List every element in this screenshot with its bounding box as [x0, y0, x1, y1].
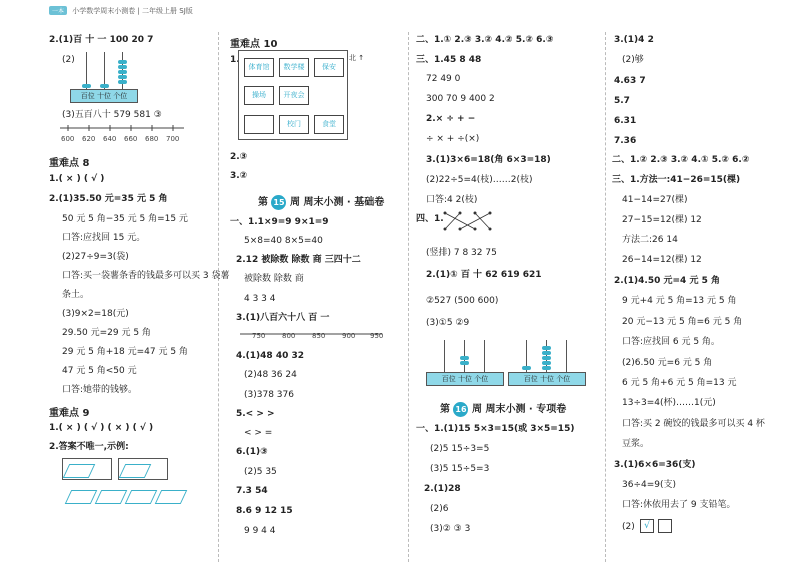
- answer-line: 7.36: [614, 136, 637, 146]
- answer-line: 300 70 9 400 2: [426, 94, 495, 104]
- week-number-badge: 16: [453, 402, 468, 417]
- answer-line: 口答:买一袋薯条香的钱最多可以买 3 袋薯: [62, 271, 230, 281]
- answer-line: (2)够: [622, 55, 644, 65]
- tick-label: 640: [103, 135, 117, 143]
- answer-line: 6 元 5 角+6 元 5 角=13 元: [622, 378, 737, 388]
- answer-line: 3.(1)4 2: [614, 35, 654, 45]
- abacus-bead: [542, 366, 551, 370]
- answer-line: 29.50 元=29 元 5 角: [62, 328, 151, 338]
- abacus-bead: [542, 351, 551, 355]
- answer-line: 口答:4 2(枝): [426, 195, 478, 205]
- section-heading: 重难点 9: [49, 408, 90, 419]
- answer-line: 口答:应找回 6 元 5 角。: [622, 337, 720, 347]
- tick-label: 660: [124, 135, 138, 143]
- week-prefix: 第: [258, 197, 268, 208]
- answer-line: 9 元+4 元 5 角=13 元 5 角: [622, 296, 737, 306]
- week-number-badge: 15: [271, 195, 286, 210]
- column-divider: [605, 32, 606, 562]
- answer-line: 6.(1)③: [236, 447, 268, 457]
- abacus-bead: [118, 60, 127, 64]
- abacus-bead: [460, 356, 469, 360]
- answer-line: 2.× ÷ + −: [426, 114, 476, 124]
- abacus-base: [508, 372, 586, 386]
- answer-line: 口答:应找回 15 元。: [62, 233, 146, 243]
- answer-line: 47 元 5 角<50 元: [62, 366, 137, 376]
- parallelogram-figure: [155, 490, 188, 504]
- answer-line: 41−14=27(棵): [622, 195, 688, 205]
- answer-line: 13÷3=4(杯)……1(元): [622, 398, 716, 408]
- parallelogram-figure: [95, 490, 128, 504]
- answer-line: 4.(1)48 40 32: [236, 351, 305, 361]
- abacus-figure: [70, 52, 140, 104]
- answer-line: 口答:她带的钱够。: [62, 385, 138, 395]
- answer-line: < > =: [244, 428, 273, 438]
- checkbox-empty: [658, 519, 672, 533]
- answer-line: 口答:买 2 碗饺的钱最多可以买 4 杯: [622, 419, 765, 429]
- week-title-text: 周 周末小测 · 基础卷: [289, 197, 385, 208]
- answer-line: 3.(1)3×6=18(角 6×3=18): [426, 155, 551, 165]
- map-cell: [244, 115, 274, 134]
- answer-line: 1.( × ) ( √ ) ( × ) ( √ ): [49, 423, 154, 433]
- answer-line: 三、1.方法一:41−26=15(棵): [612, 175, 741, 185]
- answer-line: 36÷4=9(支): [622, 480, 677, 490]
- abacus-rod: [444, 340, 445, 374]
- answer-line: ÷ × + ÷(×): [426, 134, 480, 144]
- answer-line: (3)9×2=18(元): [62, 309, 129, 319]
- answer-line: 2.(1)28: [424, 484, 461, 494]
- answer-line: (2)27÷9=3(袋): [62, 252, 129, 262]
- tick-label: 850: [312, 332, 326, 340]
- map-cell: 保安: [314, 58, 344, 77]
- parallelogram-figure: [65, 490, 98, 504]
- answer-line: 5.7: [614, 96, 630, 106]
- answer-line: 20 元−13 元 5 角=6 元 5 角: [622, 317, 743, 327]
- abacus-label: 个位: [474, 375, 489, 383]
- answer-line: 5.< > >: [236, 409, 275, 419]
- answer-line: 条土。: [62, 290, 90, 300]
- abacus-label: 十位: [97, 92, 111, 100]
- answer-line: (2)6: [430, 504, 449, 514]
- answer-line: 7.3 54: [236, 486, 268, 496]
- answer-line: 3.②: [230, 171, 248, 181]
- answer-line: 9 9 4 4: [244, 526, 276, 536]
- matching-diagram: [440, 210, 500, 232]
- answer-line: (2)5 15÷3=5: [430, 444, 490, 454]
- abacus-bead: [542, 346, 551, 350]
- tick-label: 680: [145, 135, 159, 143]
- abacus-figures: [426, 336, 596, 384]
- north-label: 北: [349, 54, 356, 62]
- abacus-rod: [484, 340, 485, 374]
- abacus-bead: [522, 366, 531, 370]
- answer-line: 四、1.: [416, 214, 444, 224]
- abacus-bead: [542, 356, 551, 360]
- answer-line: (2)5 35: [244, 467, 277, 477]
- abacus-bead: [118, 65, 127, 69]
- answer-line: 5×8=40 8×5=40: [244, 236, 323, 246]
- answer-line: 1.: [230, 55, 240, 65]
- week-title-text: 周 周末小测 · 专项卷: [471, 404, 567, 415]
- answer-line: 被除数 除数 商: [244, 274, 304, 284]
- answer-line: (2)22÷5=4(枝)……2(枝): [426, 175, 533, 185]
- answer-line: 4.63 7: [614, 76, 646, 86]
- answer-line: 72 49 0: [426, 74, 461, 84]
- answer-line: 2.答案不唯一,示例:: [49, 442, 129, 452]
- brand-logo: 一本: [49, 6, 67, 15]
- abacus-label: 个位: [113, 92, 128, 100]
- abacus-rod: [566, 340, 567, 374]
- abacus-base: [70, 89, 138, 103]
- abacus-bead: [118, 70, 127, 74]
- answer-line: 50 元 5 角−35 元 5 角=15 元: [62, 214, 188, 224]
- tick-label: 700: [166, 135, 180, 143]
- abacus-bead: [118, 75, 127, 79]
- abacus-label: 百位: [441, 375, 456, 383]
- page-header: [49, 6, 193, 16]
- answer-line: 一、1.1×9=9 9×1=9: [230, 217, 329, 227]
- answer-line: 2.(1)百 十 一 100 20 7: [49, 35, 154, 45]
- north-arrow-icon: 北 ↑: [349, 54, 365, 62]
- section-heading: 重难点 8: [49, 158, 90, 169]
- abacus-label: 十位: [540, 375, 554, 383]
- answer-line: (竖排) 7 8 32 75: [426, 248, 497, 258]
- header-title: 小学数学周末小测卷 | 二年级上册 SJ版: [72, 7, 193, 15]
- answer-line: 2.12 被除数 除数 商 三四十二: [236, 255, 361, 265]
- section-heading: 重难点 10: [230, 39, 278, 50]
- answer-line: 豆浆。: [622, 439, 650, 449]
- answer-line: 三、1.45 8 48: [416, 55, 482, 65]
- map-cell: 校门: [279, 115, 309, 134]
- answer-line: (2): [622, 522, 635, 532]
- answer-line: 29 元 5 角+18 元=47 元 5 角: [62, 347, 188, 357]
- number-line: [58, 122, 188, 144]
- abacus-bead: [460, 361, 469, 365]
- answer-line: 8.6 9 12 15: [236, 506, 293, 516]
- answer-line: 2.(1)① 百 十 62 619 621: [426, 270, 542, 280]
- answer-line: 27−15=12(棵) 12: [622, 215, 702, 225]
- map-cell: 数学楼: [279, 58, 309, 77]
- abacus-label: 百位: [80, 92, 95, 100]
- map-cell: 操场: [244, 86, 274, 105]
- answer-line: (2)48 36 24: [244, 370, 297, 380]
- tick-label: 800: [282, 332, 296, 340]
- answer-line: (3)378 376: [244, 390, 294, 400]
- week-prefix: 第: [440, 404, 450, 415]
- map-cell: 体育馆: [244, 58, 274, 77]
- parallelogram-figure: [125, 490, 158, 504]
- abacus-bead: [118, 80, 127, 84]
- abacus-label: 十位: [458, 375, 472, 383]
- abacus-bead: [82, 84, 91, 88]
- abacus-base: [426, 372, 504, 386]
- number-line: [238, 326, 386, 344]
- answer-line: 6.31: [614, 116, 637, 126]
- answer-line: (3)5 15÷5=3: [430, 464, 490, 474]
- tick-label: 900: [342, 332, 356, 340]
- answer-line: 3.(1)6×6=36(支): [614, 460, 696, 470]
- map-cell: 食堂: [314, 115, 344, 134]
- tick-label: 600: [61, 135, 75, 143]
- map-cell: 开夜会: [279, 86, 309, 105]
- answer-line: 二、1.① 2.③ 3.② 4.② 5.② 6.③: [416, 35, 554, 45]
- week-15-title: [258, 193, 384, 210]
- column-divider: [218, 32, 219, 562]
- abacus-label: 个位: [556, 375, 571, 383]
- answer-line: 3.(1)八百六十八 百 一: [236, 313, 330, 323]
- week-16-title: [440, 400, 566, 417]
- answer-line: 2.(1)35.50 元=35 元 5 角: [49, 194, 168, 204]
- answer-line: 2.(1)4.50 元=4 元 5 角: [614, 276, 720, 286]
- tick-label: 750: [252, 332, 266, 340]
- answer-line: 2.③: [230, 152, 248, 162]
- answer-line: 4 3 3 4: [244, 294, 276, 304]
- answer-line: (3)② ③ 3: [430, 524, 471, 534]
- answer-line: 26−14=12(棵) 12: [622, 255, 702, 265]
- tick-label: 620: [82, 135, 96, 143]
- answer-line: 1.( × ) ( √ ): [49, 174, 105, 184]
- tick-label: 950: [370, 332, 384, 340]
- answer-line: 一、1.(1)15 5×3=15(或 3×5=15): [416, 424, 575, 434]
- answer-line: (2): [62, 55, 75, 65]
- answer-line: (2)6.50 元=6 元 5 角: [622, 358, 713, 368]
- abacus-label: 百位: [523, 375, 538, 383]
- answer-line: 方法二:26 14: [622, 235, 678, 245]
- checkbox-checked: √: [640, 519, 654, 533]
- column-divider: [408, 32, 409, 562]
- answer-line: (3)①5 ②9: [426, 318, 470, 328]
- answer-line: ②527 (500 600): [426, 296, 499, 306]
- answer-line: 二、1.② 2.③ 3.② 4.① 5.② 6.②: [612, 155, 750, 165]
- abacus-bead: [100, 84, 109, 88]
- answer-line: (3)五百八十 579 581 ③: [62, 110, 162, 120]
- answer-line: 口答:休依用去了 9 支铅笔。: [622, 500, 736, 510]
- abacus-bead: [542, 361, 551, 365]
